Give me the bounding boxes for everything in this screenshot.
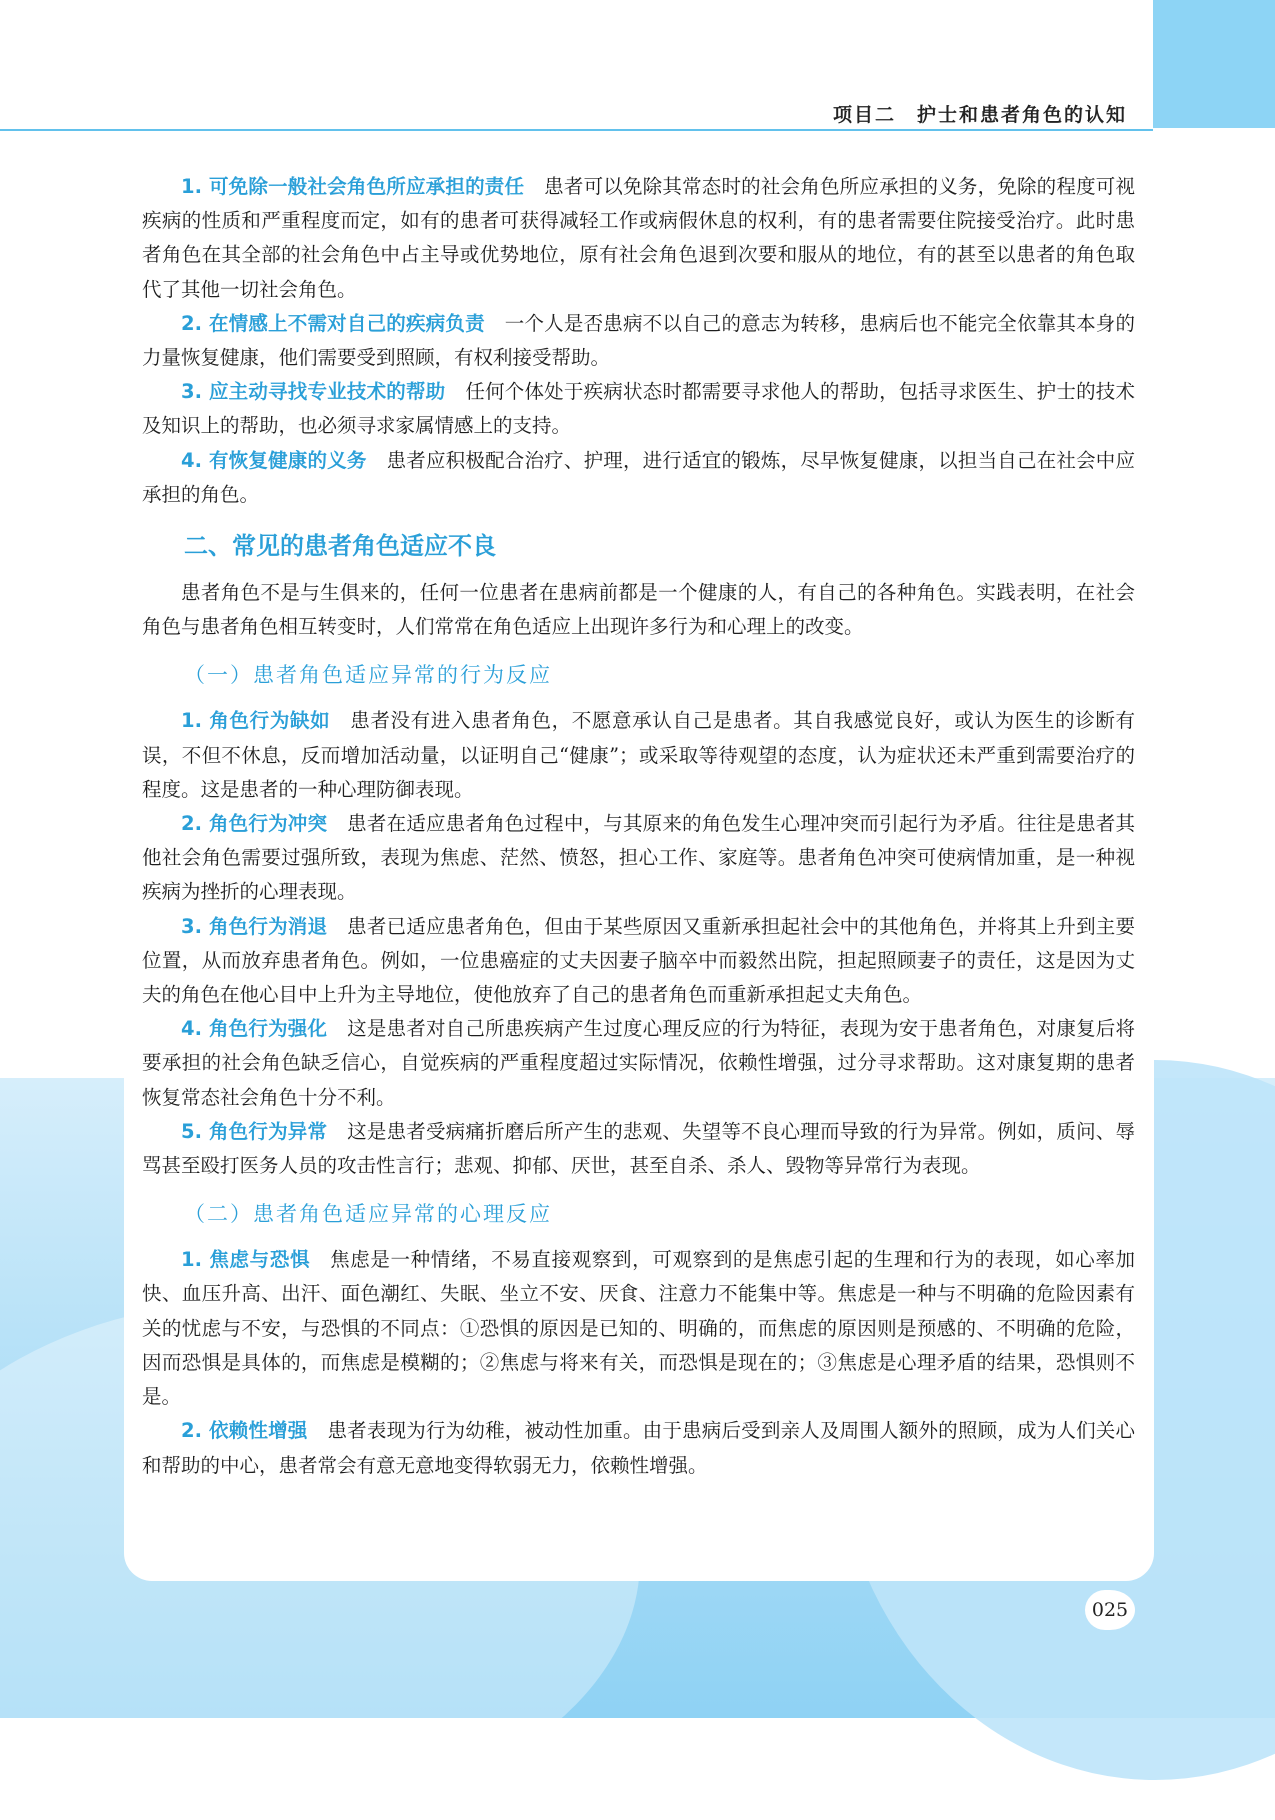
- item-text: 患者应积极配合治疗、护理，进行适宜的锻炼，尽早恢复健康，以担当自己在社会中应承担的角色。: [142, 448, 1135, 506]
- running-header-title: 项目二 护士和患者角色的认知: [832, 104, 1127, 126]
- item-lead: 1. 可免除一般社会角色所应承担的责任: [181, 175, 525, 198]
- item-lead: 2. 依赖性增强: [181, 1419, 308, 1443]
- item-lead: 2. 角色行为冲突: [181, 812, 328, 836]
- paragraph-item: [142, 444, 1135, 512]
- item-text: 患者可以免除其常态时的社会角色所应承担的义务，免除的程度可视疾病的性质和严重程度而定，如有的患者可获得减轻工作或病假休息的权利，有的患者需要住院接受治疗。此时患者角色在其全部的社会角色中占主导或优势地位，原有社会角色退到次要和服从的地位，有的甚至以患者的角色取代了其他一切社会角色。: [142, 175, 1135, 301]
- paragraph-item: [142, 1243, 1135, 1414]
- paragraph-item: [142, 1115, 1135, 1183]
- item-lead: 4. 有恢复健康的义务: [181, 448, 367, 472]
- paragraph-item: [142, 170, 1135, 307]
- item-text: 这是患者对自己所患疾病产生过度心理反应的行为特征，表现为安于患者角色，对康复后将要承担的社会角色缺乏信心，自觉疾病的严重程度超过实际情况，依赖性增强，过分寻求帮助。这对康复期的患者恢复常态社会角色十分不利。: [142, 1017, 1135, 1109]
- page-body: [142, 170, 1135, 1483]
- item-text: 一个人是否患病不以自己的意志为转移，患病后也不能完全依靠其本身的力量恢复健康，他们需要受到照顾，有权利接受帮助。: [142, 311, 1135, 370]
- item-text: 任何个体处于疾病状态时都需要寻求他人的帮助，包括寻求医生、护士的技术及知识上的帮助，也必须寻求家属情感上的支持。: [142, 380, 1135, 438]
- item-text: 焦虑是一种情绪，不易直接观察到，可观察到的是焦虑引起的生理和行为的表现，如心率加快、血压升高、出汗、面色潮红、失眠、坐立不安、厌食、注意力不能集中等。焦虑是一种与不明确的危险因素有关的忧虑与不安，与恐惧的不同点：①恐惧的原因是已知的、明确的，而焦虑的原因则是预感的、不明确的危险，因而恐惧是具体的，而焦虑是模糊的；②焦虑与将来有关，而恐惧是现在的；③焦虑是心理矛盾的结果，恐惧则不是。: [142, 1248, 1135, 1409]
- item-lead: 5. 角色行为异常: [181, 1119, 328, 1143]
- paragraph-item: [142, 375, 1135, 443]
- item-text: 患者已适应患者角色，但由于某些原因又重新承担起社会中的其他角色，并将其上升到主要位置，从而放弃患者角色。例如，一位患癌症的丈夫因妻子脑卒中而毅然出院，担起照顾妻子的责任，这是因为丈夫的角色在他心目中上升为主导地位，使他放弃了自己的患者角色而重新承担起丈夫角色。: [142, 914, 1135, 1007]
- item-lead: 3. 角色行为消退: [181, 914, 328, 938]
- section-heading: 二、常见的患者角色适应不良: [184, 532, 496, 561]
- item-lead: 4. 角色行为强化: [181, 1017, 328, 1041]
- paragraph-item: [142, 1414, 1135, 1482]
- item-lead: 1. 焦虑与恐惧: [181, 1248, 311, 1272]
- section-intro: 患者角色不是与生俱来的，任何一位患者在患病前都是一个健康的人，有自己的各种角色。实践表明，在社会角色与患者角色相互转变时，人们常常在角色适应上出现许多行为和心理上的改变。: [142, 581, 1135, 639]
- paragraph-item: [142, 807, 1135, 910]
- paragraph-item: [142, 1012, 1135, 1115]
- header-color-tab: [1153, 0, 1275, 128]
- item-lead: 1. 角色行为缺如: [181, 709, 331, 733]
- paragraph-item: [142, 910, 1135, 1013]
- item-text: 患者没有进入患者角色，不愿意承认自己是患者。其自我感觉良好，或认为医生的诊断有误，不但不休息，反而增加活动量，以证明自己“健康”；或采取等待观望的态度，认为症状还未严重到需要治疗的程度。这是患者的一种心理防御表现。: [142, 709, 1135, 801]
- item-text: 这是患者受病痛折磨后所产生的悲观、失望等不良心理而导致的行为异常。例如，质问、辱骂甚至殴打医务人员的攻击性言行；悲观、抑郁、厌世，甚至自杀、杀人、毁物等异常行为表现。: [142, 1119, 1135, 1178]
- item-lead: 2. 在情感上不需对自己的疾病负责: [181, 311, 485, 335]
- item-text: 患者表现为行为幼稚，被动性加重。由于患病后受到亲人及周围人额外的照顾，成为人们关心和帮助的中心，患者常会有意无意地变得软弱无力，依赖性增强。: [142, 1419, 1135, 1477]
- item-text: 患者在适应患者角色过程中，与其原来的角色发生心理冲突而引起行为矛盾。往往是患者其他社会角色需要过强所致，表现为焦虑、茫然、愤怒，担心工作、家庭等。患者角色冲突可使病情加重，是一种视疾病为挫折的心理表现。: [142, 812, 1135, 904]
- paragraph-item: [142, 704, 1135, 807]
- subsection-heading: （二）患者角色适应异常的心理反应: [184, 1202, 552, 1227]
- paragraph-item: [142, 307, 1135, 375]
- subsection-heading: （一）患者角色适应异常的行为反应: [184, 663, 552, 688]
- item-lead: 3. 应主动寻找专业技术的帮助: [181, 380, 446, 404]
- page-number: 025: [1085, 1590, 1135, 1630]
